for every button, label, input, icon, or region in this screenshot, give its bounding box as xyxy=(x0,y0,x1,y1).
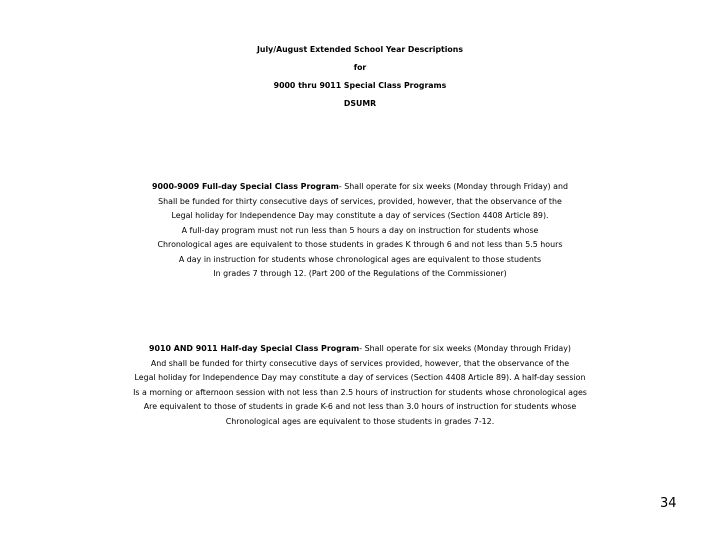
paragraph-first-line xyxy=(0,180,720,195)
paragraph-line: Are equivalent to those of students in grade K-6 and not less than 3.0 hours of instruction for students whose xyxy=(143,402,577,411)
paragraph-line: A full-day program must not run less than 5 hours a day on instruction for students whose xyxy=(181,225,539,235)
paragraph-line: Legal holiday for Independence Day may constitute a day of services (Section 4408 Article 89). xyxy=(171,211,549,220)
paragraph-line: Shall be funded for thirty consecutive days of services, provided, however, that the observance of the xyxy=(158,196,562,206)
half-day-program-heading: 9010 AND 9011 Half-day Special Class Program xyxy=(149,344,360,353)
paragraph-line: Chronological ages are equivalent to those students in grades 7-12. xyxy=(225,416,495,426)
page-number: 34 xyxy=(660,496,677,511)
paragraph-line: Is a morning or afternoon session with not less than 2.5 hours of instruction for students whose chronological ages xyxy=(133,387,587,397)
title-line-2: for xyxy=(353,63,367,72)
half-day-program-paragraph xyxy=(0,342,720,429)
title-line-4: DSUMR xyxy=(343,99,377,108)
paragraph-first-line xyxy=(0,342,720,357)
paragraph-line: Chronological ages are equivalent to those students in grades K through 6 and not less than 5.5 hours xyxy=(157,240,563,249)
title-line-3: 9000 thru 9011 Special Class Programs xyxy=(273,81,447,90)
paragraph-line: In grades 7 through 12. (Part 200 of the Regulations of the Commissioner) xyxy=(213,269,507,278)
document-title xyxy=(0,41,720,113)
paragraph-line: And shall be funded for thirty consecutive days of services provided, however, that the observance of the xyxy=(150,358,570,368)
paragraph-line: Legal holiday for Independence Day may constitute a day of services (Section 4408 Article 89). A half-day session xyxy=(134,373,586,382)
full-day-program-lead: - Shall operate for six weeks (Monday through Friday) and xyxy=(338,182,568,191)
half-day-program-lead: - Shall operate for six weeks (Monday through Friday) xyxy=(359,344,571,353)
title-line-1: July/August Extended School Year Descriptions xyxy=(257,45,463,54)
full-day-program-paragraph xyxy=(0,180,720,282)
full-day-program-heading: 9000-9009 Full-day Special Class Program xyxy=(152,182,339,191)
paragraph-line: A day in instruction for students whose chronological ages are equivalent to those students xyxy=(178,254,542,264)
